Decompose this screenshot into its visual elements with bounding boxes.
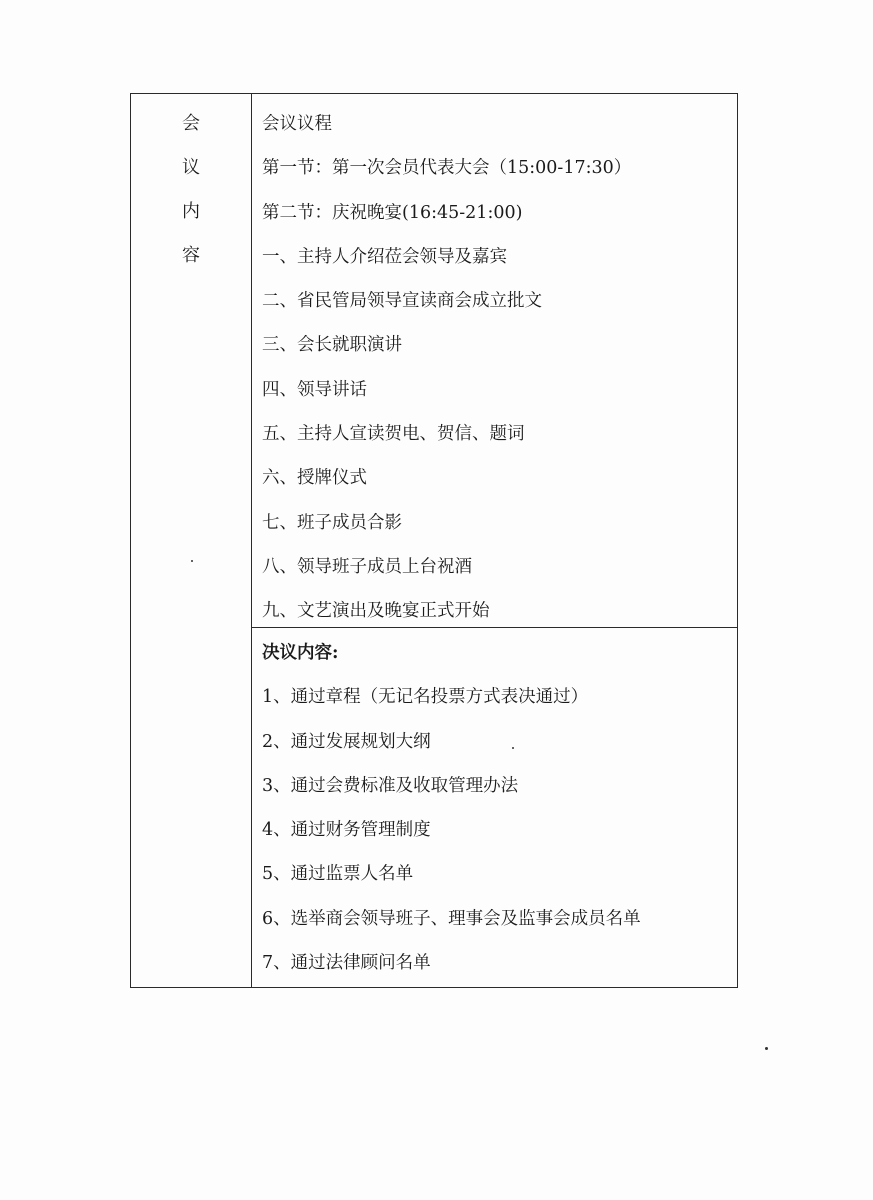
- session-line: 第二节：庆祝晚宴(16:45-21:00): [262, 202, 523, 223]
- agenda-item: 八、领导班子成员上台祝酒: [262, 556, 472, 577]
- agenda-item: 九、文艺演出及晚宴正式开始: [262, 601, 490, 622]
- label-char: 议: [182, 157, 200, 178]
- agenda-item: 三、会长就职演讲: [262, 335, 402, 356]
- agenda-item: 一、主持人介绍莅会领导及嘉宾: [262, 246, 507, 267]
- resolution-item: 7、通过法律顾问名单: [262, 953, 431, 974]
- resolution-item: 3、通过会费标准及收取管理办法: [262, 775, 519, 796]
- scan-speck: [512, 747, 514, 749]
- resolution-item: 6、选举商会领导班子、理事会及监事会成员名单: [262, 908, 641, 929]
- label-char: 内: [182, 201, 200, 222]
- meeting-content-table: [130, 93, 738, 988]
- agenda-item: 六、授牌仪式: [262, 468, 367, 489]
- agenda-row: [131, 94, 738, 628]
- resolution-cell: [252, 628, 738, 988]
- agenda-block: [252, 94, 737, 627]
- agenda-item: 二、省民管局领导宣读商会成立批文: [262, 291, 542, 312]
- resolution-item: 2、通过发展规划大纲: [262, 731, 431, 752]
- scan-speck: [191, 560, 193, 562]
- label-char: 会: [182, 113, 200, 134]
- section-label-vertical: [131, 94, 251, 278]
- agenda-item: 五、主持人宣读贺电、贺信、题词: [262, 424, 525, 445]
- scan-speck: [765, 1047, 768, 1050]
- label-char: 容: [182, 245, 200, 266]
- resolution-heading: 决议内容:: [262, 643, 339, 663]
- agenda-cell: [252, 94, 738, 628]
- agenda-item: 七、班子成员合影: [262, 512, 402, 533]
- agenda-item: 四、领导讲话: [262, 379, 367, 400]
- agenda-heading: 会议议程: [262, 114, 332, 134]
- section-label-cell: [131, 94, 252, 988]
- resolution-item: 1、通过章程（无记名投票方式表决通过）: [262, 687, 589, 708]
- resolution-block: [252, 628, 737, 987]
- session-line: 第一节：第一次会员代表大会（15:00-17:30）: [262, 158, 632, 179]
- resolution-item: 5、通过监票人名单: [262, 864, 414, 885]
- resolution-item: 4、通过财务管理制度: [262, 820, 431, 841]
